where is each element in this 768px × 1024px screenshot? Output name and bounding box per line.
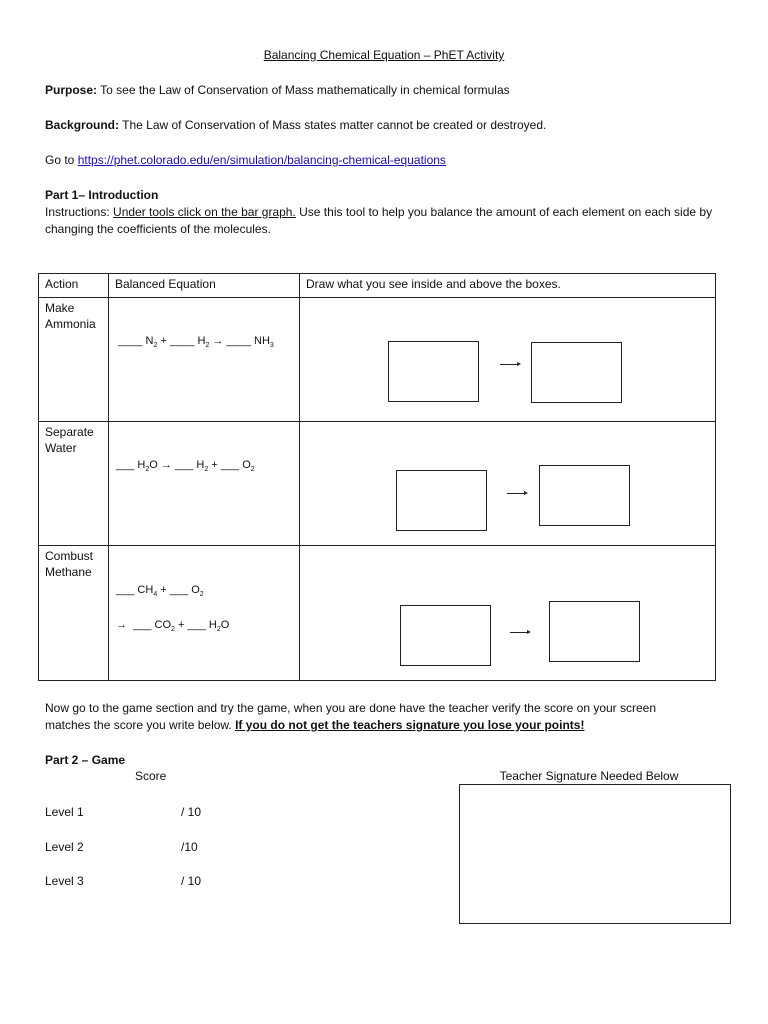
product-box-methane[interactable] <box>549 601 640 662</box>
background-line <box>45 117 725 134</box>
part1-instructions <box>45 204 725 238</box>
instr-underlined: Under tools click on the bar graph. <box>113 205 296 219</box>
equation-methane-products: → ___ $CO_2$ + ___ $H_2O$ <box>116 619 230 634</box>
level-3-label: Level 3 <box>45 874 84 888</box>
part2-heading-text: Part 2 – Game <box>45 753 126 767</box>
game-intro-plain: matches the score you write below. <box>45 718 236 732</box>
product-box-ammonia[interactable] <box>531 342 622 403</box>
part2-heading <box>45 752 725 769</box>
equation-cell-3 <box>109 546 300 681</box>
game-intro-warning: If you do not get the teachers signature you lose your points! <box>235 718 585 732</box>
background-text: The Law of Conservation of Mass states matter cannot be created or destroyed. <box>119 118 547 132</box>
game-intro-line1: Now go to the game section and try the game, when you are done have the teacher verify the score on your screen <box>45 701 657 715</box>
instr-rest: Use this tool to help you balance the amount of each element on each side by changing the coefficients of the molecules. <box>45 205 713 236</box>
goto-prefix: Go to <box>45 153 78 167</box>
background-label: Background: <box>45 118 120 132</box>
purpose-label: Purpose: <box>45 83 98 97</box>
header-draw: Draw what you see inside and above the boxes. <box>300 274 716 298</box>
equation-cell-2 <box>109 422 300 546</box>
page-title: Balancing Chemical Equation – PhET Activity <box>263 48 505 62</box>
level-2-label: Level 2 <box>45 840 84 854</box>
level-3-score[interactable]: / 10 <box>181 874 202 888</box>
action-combust-methane: Combust Methane <box>39 546 109 681</box>
action-make-ammonia: Make Ammonia <box>39 298 109 422</box>
game-intro-line2 <box>45 717 725 734</box>
phet-link[interactable]: https://phet.colorado.edu/en/simulation/balancing-chemical-equations <box>77 153 446 167</box>
purpose-line <box>45 82 725 99</box>
instr-prefix: Instructions: <box>45 205 114 219</box>
part1-heading <box>45 187 725 204</box>
level-1-label: Level 1 <box>45 805 84 819</box>
header-balanced-equation: Balanced Equation <box>109 274 300 298</box>
part1-heading-text: Part 1– Introduction <box>45 188 159 202</box>
equation-cell-1 <box>109 298 300 422</box>
draw-cell-3 <box>300 546 716 681</box>
action-separate-water: Separate Water <box>39 422 109 546</box>
goto-line <box>45 152 725 169</box>
level-2-score[interactable]: /10 <box>181 840 198 854</box>
arrow-icon <box>510 632 528 633</box>
signature-label: Teacher Signature Needed Below <box>499 769 679 783</box>
draw-cell-2 <box>300 422 716 546</box>
reactant-box-water[interactable] <box>396 470 487 531</box>
score-label: Score <box>135 769 167 783</box>
signature-box[interactable] <box>459 784 731 924</box>
arrow-icon <box>507 493 525 494</box>
table-header-row <box>39 274 716 298</box>
equation-water: ___ $H_2O$ → ___ $H_2$ + ___ $O_2$ <box>116 459 255 474</box>
level-1-score[interactable]: / 10 <box>181 805 202 819</box>
equation-methane-reactants: ___ $CH_4$ + ___ $O_2$ <box>116 584 204 599</box>
header-action: Action <box>39 274 109 298</box>
draw-cell-1 <box>300 298 716 422</box>
reactant-box-methane[interactable] <box>400 605 491 666</box>
arrow-icon <box>500 364 518 365</box>
product-box-water[interactable] <box>539 465 630 526</box>
reactant-box-ammonia[interactable] <box>388 341 479 402</box>
equation-ammonia: ____ $N_2$ + ____ $H_2$ → ____ $NH_3$ <box>118 335 274 350</box>
purpose-text: To see the Law of Conservation of Mass mathematically in chemical formulas <box>97 83 510 97</box>
